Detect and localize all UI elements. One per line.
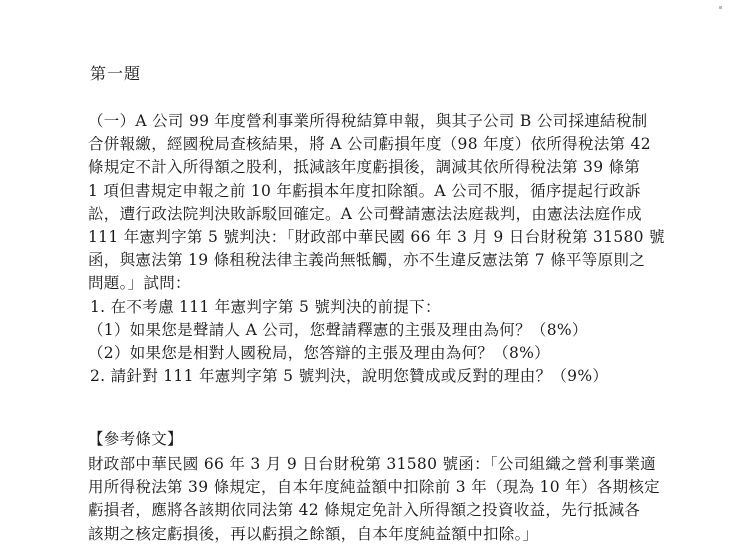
question-item-2: 2. 請針對 111 年憲判字第 5 號判決，說明您贊成或反對的理由？（9%） xyxy=(90,367,609,386)
question-item-1-2: （2）如果您是相對人國稅局，您答辯的主張及理由為何？（8%） xyxy=(88,344,550,363)
reference-line: 用所得稅法第 39 條規定，自本年度純益額中扣除前 3 年（現為 10 年）各期核定 xyxy=(88,478,660,497)
reference-line: 虧損者，應將各該期依同法第 42 條規定免計入所得額之投資收益，先行抵減各 xyxy=(88,501,641,520)
reference-line: 該期之核定虧損後，再以虧損之餘額，自本年度純益額中扣除。」 xyxy=(88,524,539,543)
question-heading: 第一題 xyxy=(90,64,142,83)
reference-section xyxy=(88,428,668,546)
question-line: 條規定不計入所得額之股利，抵減該年度虧損後，調減其依所得稅法第 39 條第 xyxy=(88,158,641,177)
question-line: 合併報繳，經國稅局查核結果，將 A 公司虧損年度（98 年度）依所得稅法第 42 xyxy=(88,135,651,154)
question-item-1: 1. 在不考慮 111 年憲判字第 5 號判決的前提下： xyxy=(90,297,441,316)
question-line: 111 年憲判字第 5 號判決：「財政部中華民國 66 年 3 月 9 日台財稅第 31580 號 xyxy=(88,228,665,247)
question-body xyxy=(88,110,668,388)
question-line: 函，與憲法第 19 條租稅法律主義尚無牴觸，亦不生違反憲法第 7 條平等原則之 xyxy=(88,251,645,270)
question-item-1-1: （1）如果您是聲請人 A 公司，您聲請釋憲的主張及理由為何？（8%） xyxy=(88,320,588,339)
reference-title: 【參考條文】 xyxy=(88,430,183,448)
reference-line: 財政部中華民國 66 年 3 月 9 日台財稅第 31580 號函：「公司組織之營利事業適 xyxy=(88,455,656,473)
question-line: 1 項但書規定申報之前 10 年虧損本年度扣除額。A 公司不服，循序提起行政訴 xyxy=(88,181,641,200)
question-line: 訟，遭行政法院判決敗訴駁回確定。A 公司聲請憲法法庭裁判，由憲法法庭作成 xyxy=(88,204,642,223)
scan-speck xyxy=(719,6,722,9)
question-line: （一）A 公司 99 年度營利事業所得稅結算申報，與其子公司 B 公司採連結稅制 xyxy=(88,112,648,130)
question-line: 問題。」試問： xyxy=(88,274,191,293)
